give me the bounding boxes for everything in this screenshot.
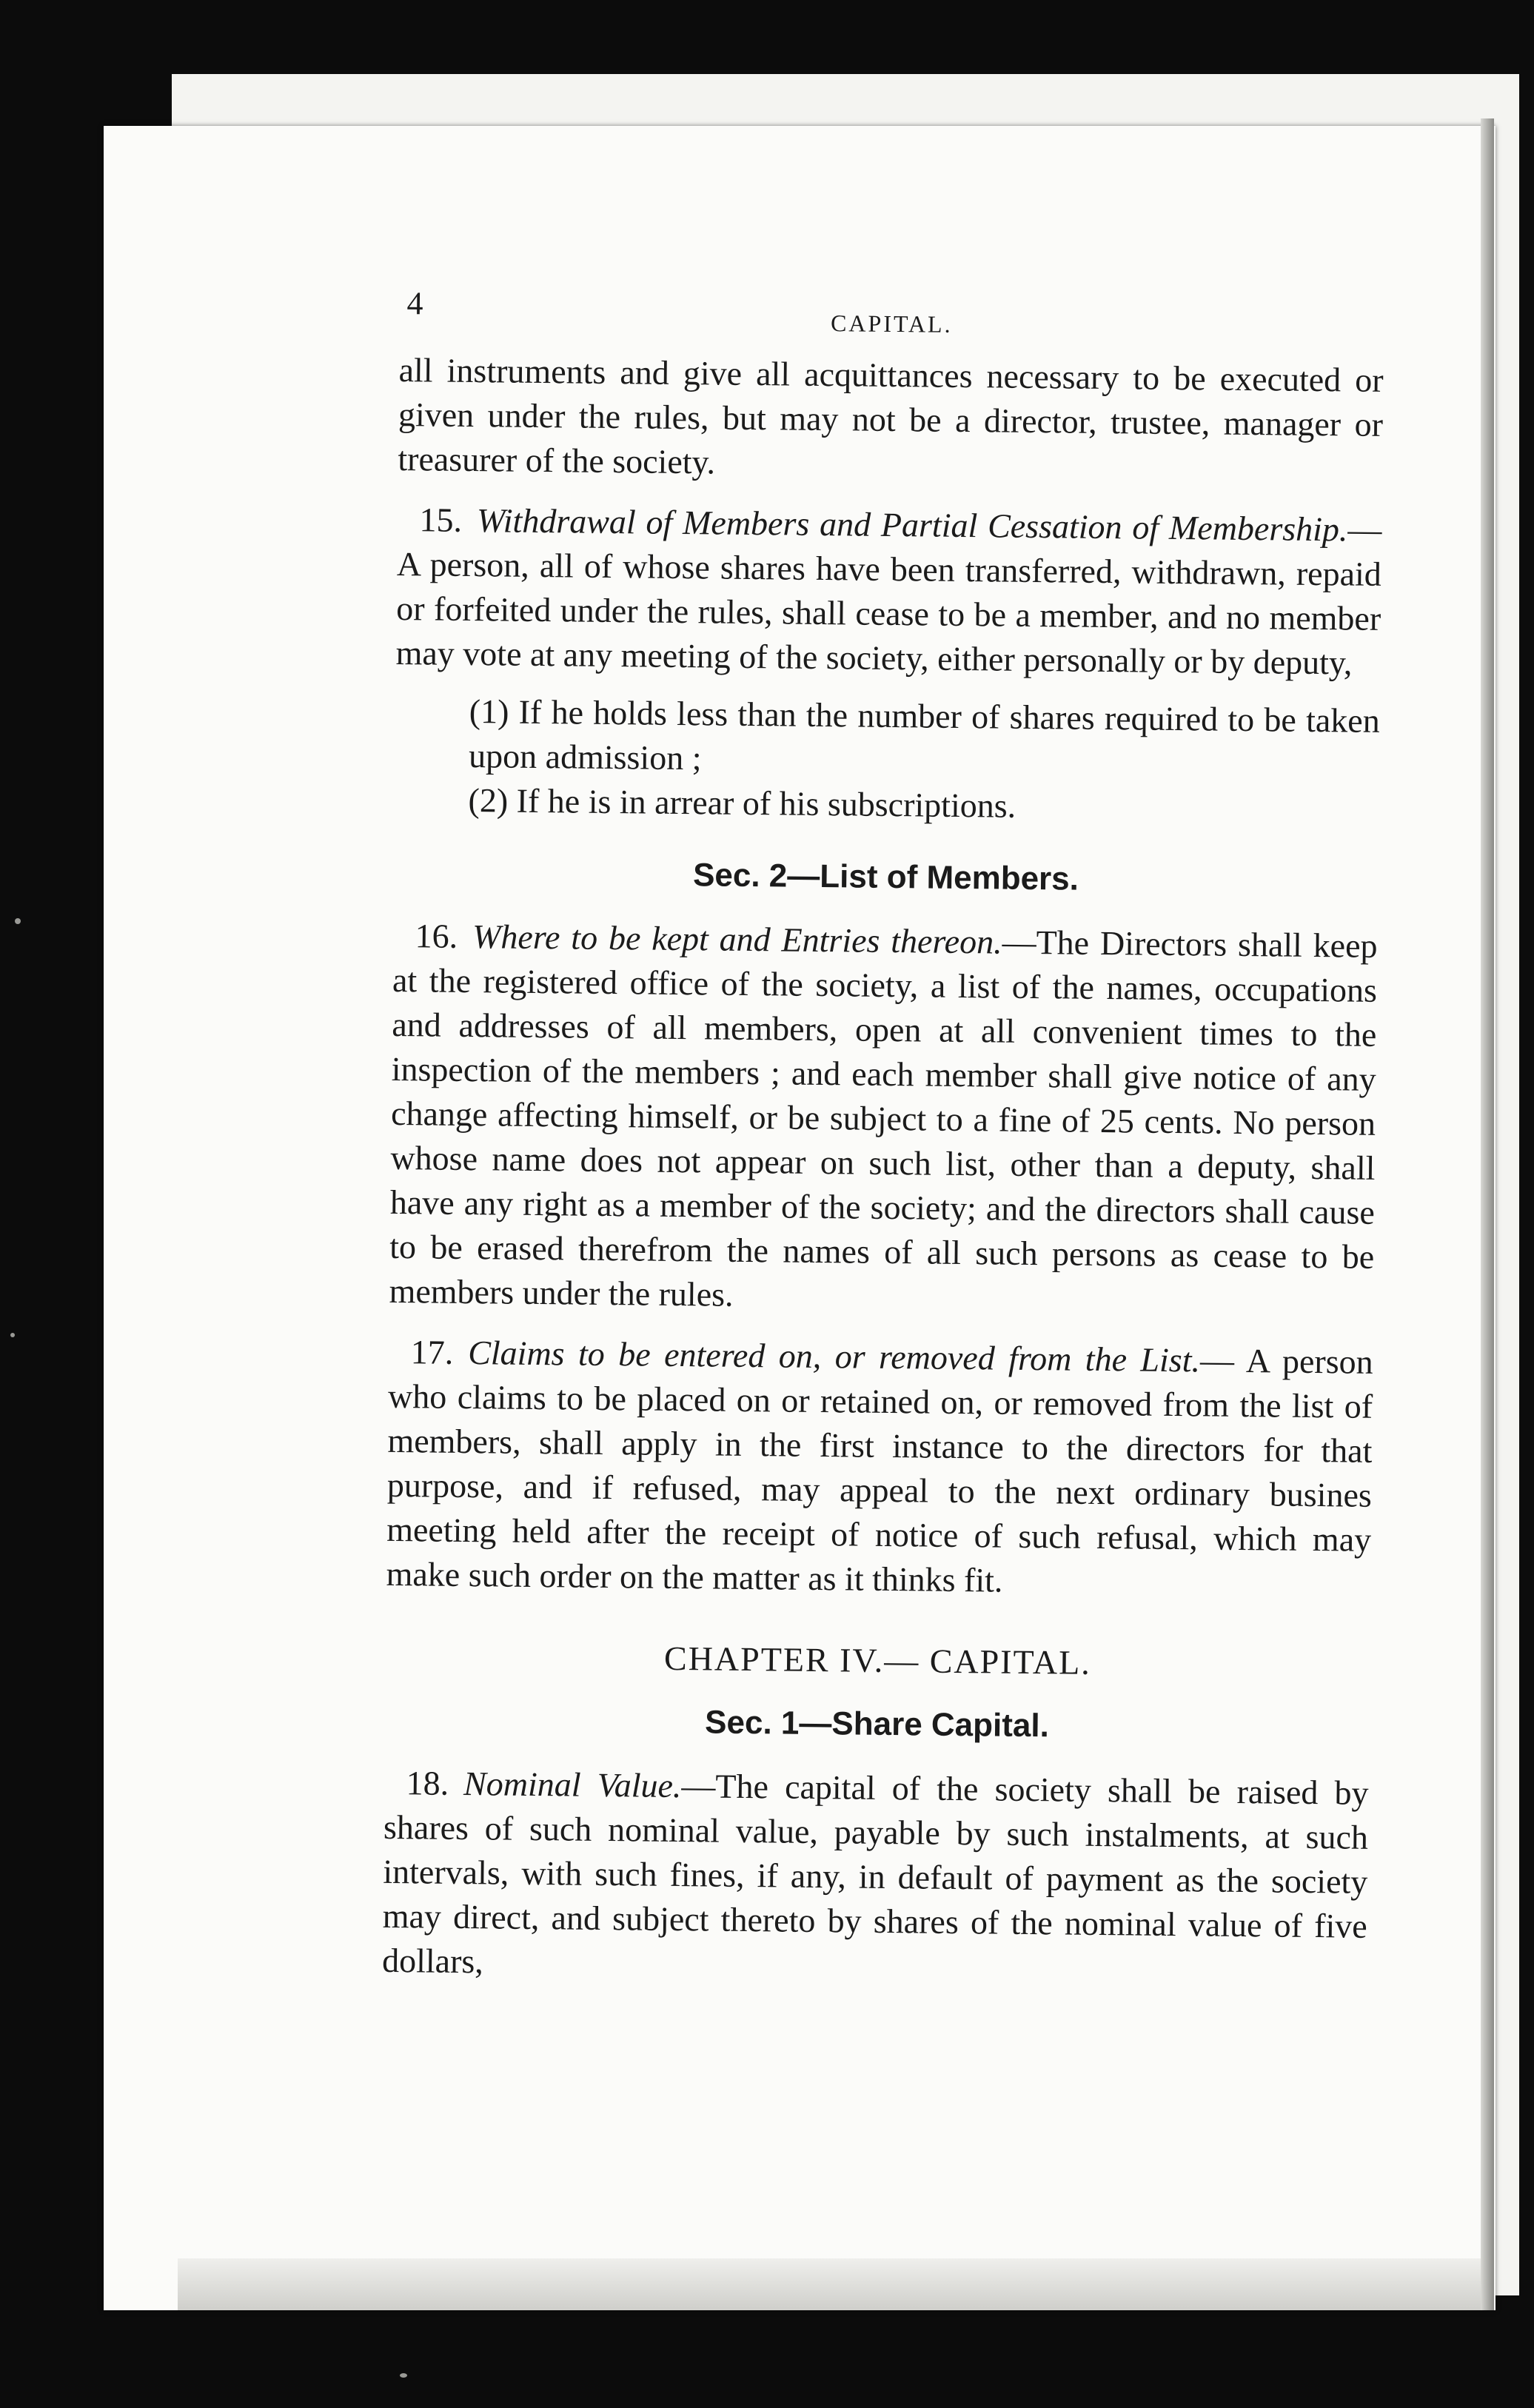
- article-title: Where to be kept and Entries thereon.: [472, 917, 1002, 961]
- page-bottom-shadow: [178, 2258, 1481, 2310]
- scan-speck: [10, 1333, 15, 1337]
- section-heading: Sec. 2—List of Members.: [692, 857, 1079, 897]
- continued-paragraph: all instruments and give all acquittances necessary to be executed or given under the rules, but may not be a director, trustee, manager or treasurer of the society.: [398, 350, 1384, 481]
- article-body: —The capital of the society shall be raised by shares of such nominal value, payable by such instalments, at such intervals, with such fines, if any, in default of payment as the society may direct, and subject thereto by shares of the nominal value of five dollars,: [381, 1767, 1369, 1981]
- article-number: 15.: [419, 501, 463, 539]
- article-16: [389, 914, 1378, 1324]
- article-number: 16.: [415, 917, 458, 955]
- article-18: [382, 1761, 1369, 1993]
- article-body: —The Directors shall keep at the registered office of the society, a list of the names, occupations and addresses of all members, open at all convenient times to the inspection of the members ; and each member shall give notice of any change affecting himself, or be subject to a fine of 25 cents. No person whose name does not appear on such list, other than a deputy, shall have any right as a member of the society; and the directors shall cause to be erased therefrom the names of all such persons as cease to be members under the rules.: [389, 923, 1378, 1314]
- page-header: [399, 274, 1384, 358]
- article-body: —A person, all of whose shares have been transferred, withdrawn, repaid or forfeited under the rules, shall cease to be a member, and no member may vote at any meeting of the society, either personally or by deputy,: [395, 510, 1382, 682]
- article-title: Nominal Value.: [463, 1765, 682, 1805]
- page-text: [382, 274, 1384, 1993]
- chapter-heading: CHAPTER IV.— CAPITAL.: [663, 1639, 1092, 1682]
- article-body: — A person who claims to be placed on or retained on, or removed from the list of members, shall apply in the first instance to the directors for that purpose, and if refused, may appeal to the next ordinary busines meeting held after the receipt of notice of such refusal, which may make such order on the matter as it thinks fit.: [386, 1341, 1373, 1599]
- article-title: Claims to be entered on, or removed from the List.: [467, 1334, 1201, 1379]
- article-number: 17.: [410, 1333, 454, 1371]
- conditions-list: [468, 689, 1380, 832]
- article-number: 18.: [406, 1764, 449, 1802]
- article-17: [386, 1330, 1373, 1607]
- page-edge: [1481, 118, 1494, 2310]
- article-15: [395, 498, 1381, 686]
- article-title: Withdrawal of Members and Partial Cessation of Membership.: [476, 501, 1348, 549]
- section-heading: Sec. 1—Share Capital.: [704, 1704, 1050, 1745]
- scan-speck: [400, 2373, 407, 2378]
- list-item: (2) If he is in arrear of his subscriptions.: [468, 781, 1016, 825]
- running-head: CAPITAL.: [830, 310, 953, 338]
- list-item: (1) If he holds less than the number of shares required to be taken upon admission ;: [468, 692, 1381, 777]
- page-number: 4: [406, 285, 423, 322]
- scan-speck: [15, 918, 21, 924]
